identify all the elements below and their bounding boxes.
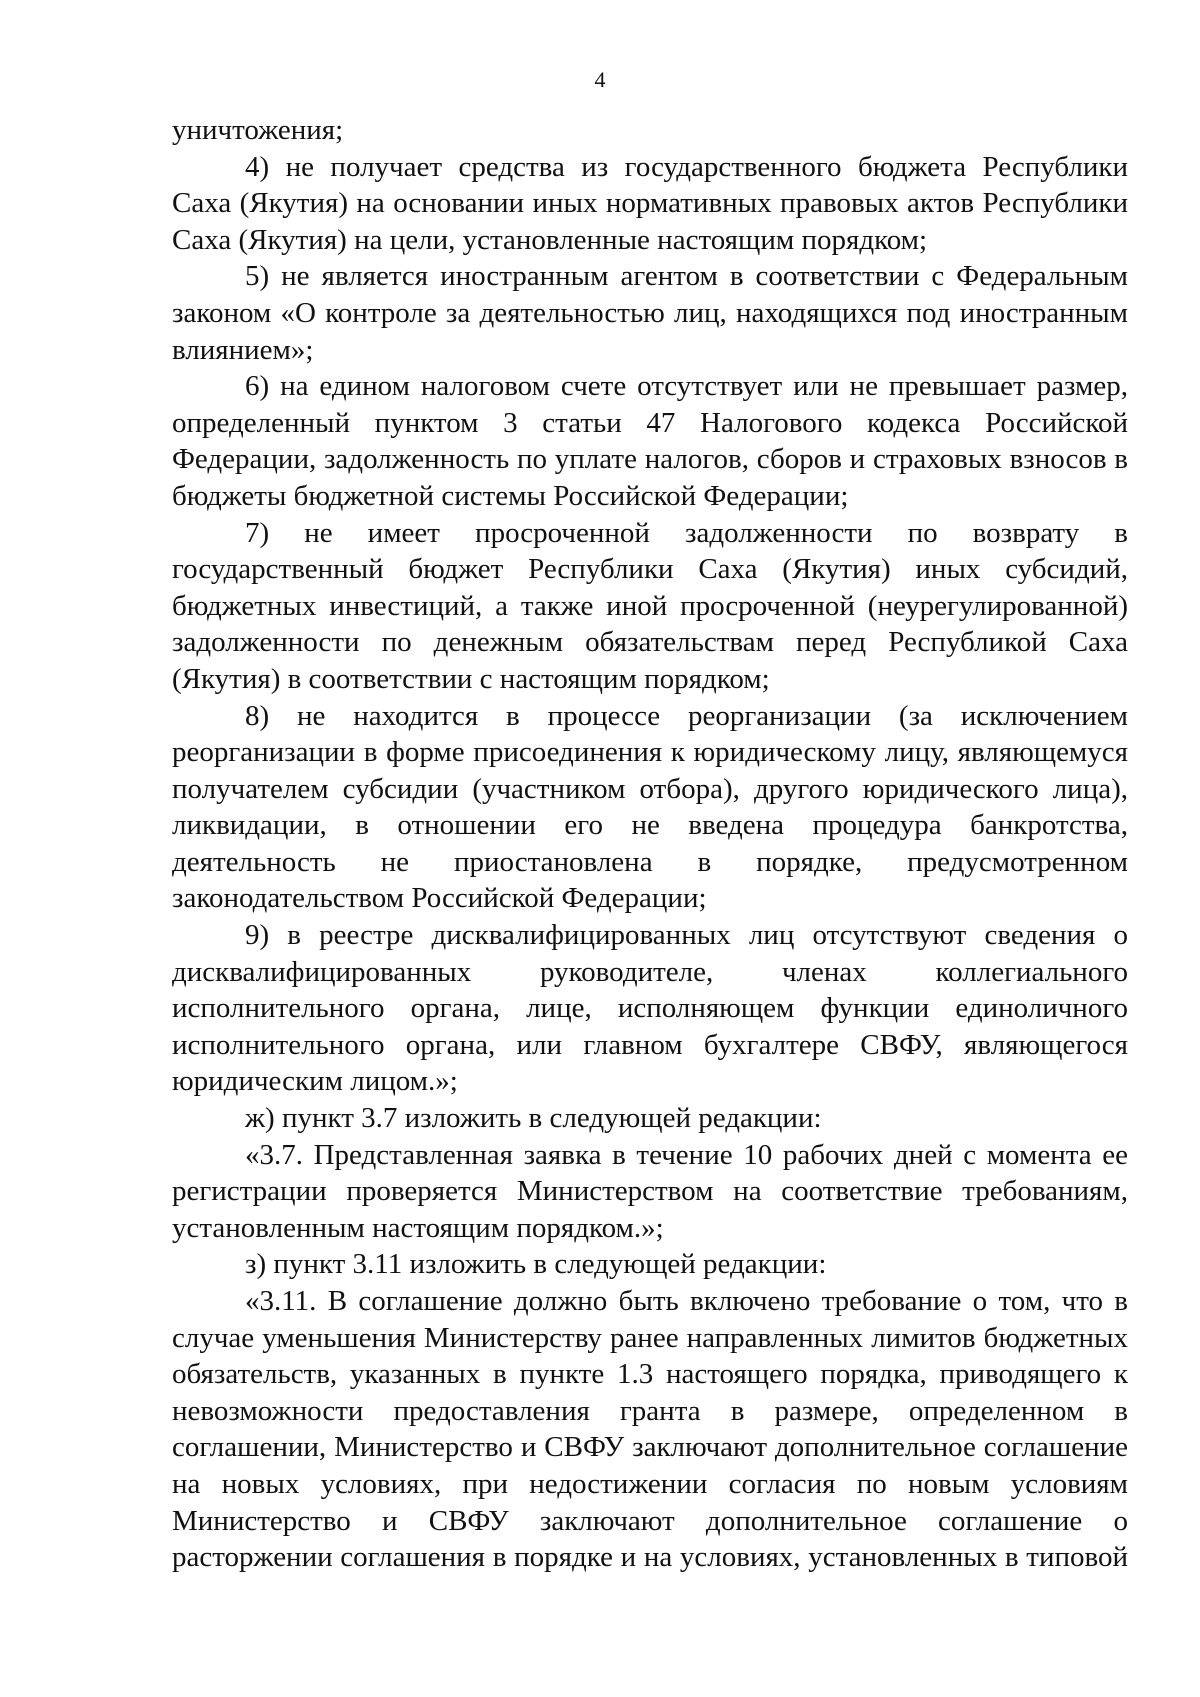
paragraph-item-7: 7) не имеет просроченной задолженности по возврату в государственный бюджет Республики Саха (Якутия) иных субсидий, бюджетных инвестиций, а также иной просроченной (неурегулированной) задолженности по денежным обязательствам перед Республикой Саха (Якутия) в соответствии с настоящим порядком;	[172, 516, 1128, 695]
paragraph-continuation: уничтожения;	[172, 114, 344, 146]
paragraph-item-9: 9) в реестре дисквалифицированных лиц отсутствуют сведения о дисквалифицированных руководителе, членах коллегиального исполнительного органа, лице, исполняющем функции единоличного исполнительного органа, или главном бухгалтере СВФУ, являющегося юридическим лицом.»;	[172, 919, 1128, 1098]
paragraph-clause-3-7: «3.7. Представленная заявка в течение 10 рабочих дней с момента ее регистрации проверяется Министерством на соответствие требованиям, установленным настоящим порядком.»;	[172, 1138, 1128, 1244]
paragraph-item-4: 4) не получает средства из государственного бюджета Республики Саха (Якутия) на основании иных нормативных правовых актов Республики Саха (Якутия) на цели, установленные настоящим порядком;	[172, 150, 1128, 256]
paragraph-clause-3-11: «3.11. В соглашение должно быть включено требование о том, что в случае уменьшения Министерству ранее направленных лимитов бюджетных обязательств, указанных в пункте 1.3 настоящего порядка, приводящего к невозможности предоставления гранта в размере, определенном в соглашении, Министерство и СВФУ заключают дополнительное соглашение на новых условиях, при недостижении согласия по новым условиям Министерство и СВФУ заключают дополнительное соглашение о расторжении соглашения в порядке и на условиях, установленных в типовой	[172, 1285, 1128, 1574]
page-number: 4	[594, 67, 606, 92]
paragraph-item-5: 5) не является иностранным агентом в соответствии с Федеральным законом «О контроле за деятельностью лиц, находящихся под иностранным влиянием»;	[172, 260, 1128, 366]
document-body	[172, 112, 1128, 1576]
paragraph-item-6: 6) на едином налоговом счете отсутствует или не превышает размер, определенный пунктом 3 статьи 47 Налогового кодекса Российской Федерации, задолженность по уплате налогов, сборов и страховых взносов в бюджеты бюджетной системы Российской Федерации;	[172, 370, 1128, 512]
paragraph-item-8: 8) не находится в процессе реорганизации (за исключением реорганизации в форме присоединения к юридическому лицу, являющемуся получателем субсидии (участником отбора), другого юридического лица), ликвидации, в отношении его не введена процедура банкротства, деятельность не приостановлена в порядке, предусмотренном законодательством Российской Федерации;	[172, 699, 1128, 915]
paragraph-amendment-z: з) пункт 3.11 изложить в следующей редакции:	[245, 1248, 827, 1281]
paragraph-amendment-zh: ж) пункт 3.7 изложить в следующей редакции:	[245, 1102, 822, 1135]
